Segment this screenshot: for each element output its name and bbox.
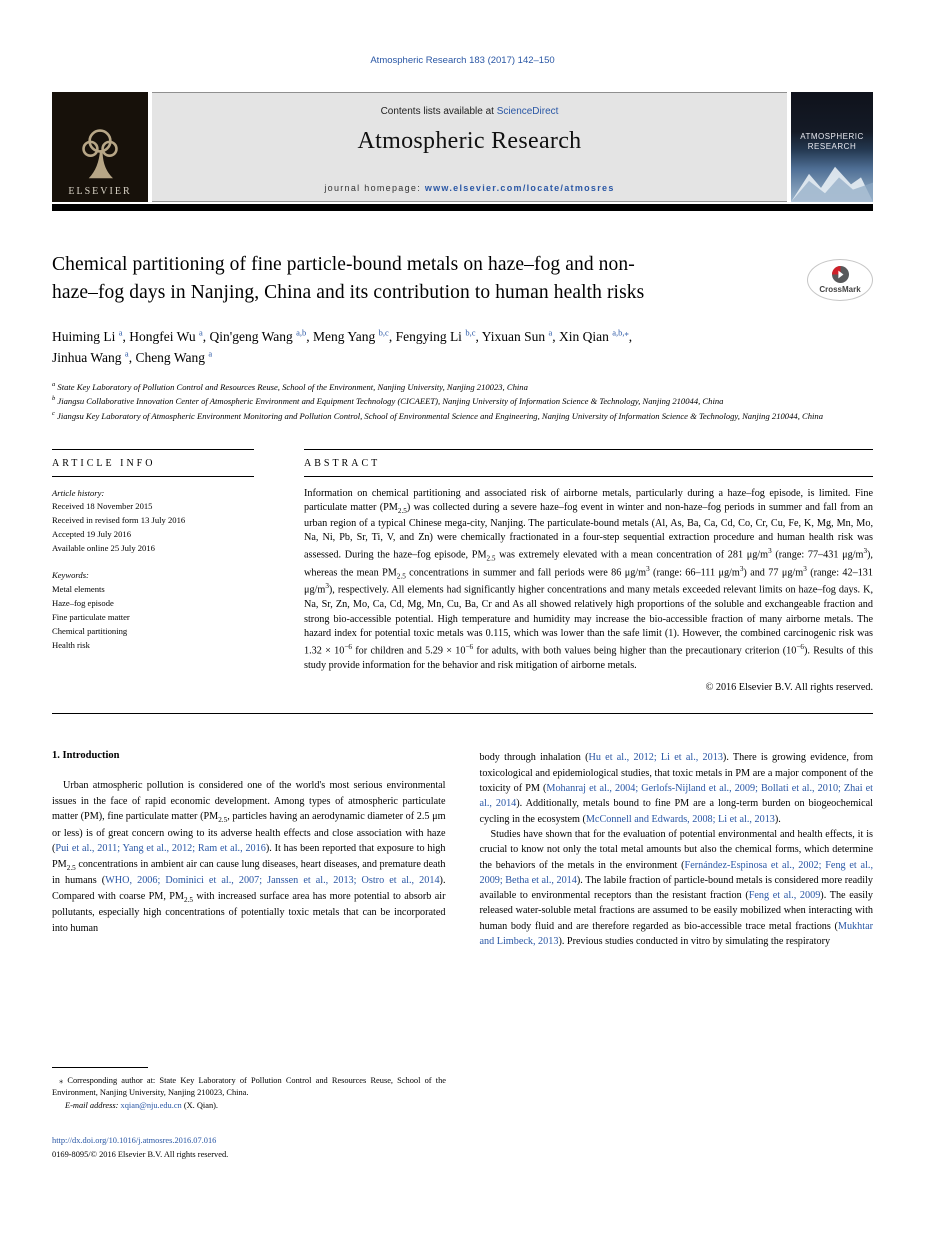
crossmark-icon: [832, 266, 849, 283]
elsevier-tree-icon: [74, 125, 126, 183]
introduction-paragraph: Urban atmospheric pollution is considered one of the world's most serious environmental issues in the face of rapid economic development. Among types of atmospheric particulate matter (PM), fine particulate matter ($PM_{2.5}$, particles having an aerodynamic diameter of 2.5 μm or less) is of great concern owing to its adverse health effects and close association with haze (Pui et al., 2011; Yang et al., 2012; Ram et al., 2016). It has been reported that exposure to high $PM_{2.5}$ concentrations in ambient air can cause lung diseases, heart diseases, and premature death in humans (WHO, 2006; Dominici et al., 2007; Janssen et al., 2013; Ostro et al., 2014). Compared with coarse PM, $PM_{2.5}$ with increased surface area has more potential to absorb air pollutants, especially high concentrations of potentially toxic metals that can be incorporated into human: [52, 780, 446, 934]
citation-link[interactable]: Hu et al., 2012; Li et al., 2013: [588, 752, 723, 764]
affiliation: $^a$ State Key Laboratory of Pollution Control and Resources Reuse, School of the Environment, Nanjing University, Nanjing 210023, China: [52, 381, 528, 393]
crossmark-label: CrossMark: [819, 285, 861, 294]
elsevier-logo[interactable]: [52, 92, 148, 202]
affiliation: $^b$ Jiangsu Collaborative Innovation Center of Atmospheric Environment and Equipment Technology (CICAEET), Nanjing University of Information Science & Technology, Nanjing 210044, China: [52, 395, 724, 407]
crossmark-badge[interactable]: [807, 259, 873, 301]
author-affiliation-ref[interactable]: b,c: [465, 327, 476, 338]
keyword-item: Haze–fog episode: [52, 597, 114, 608]
elsevier-wordmark: ELSEVIER: [68, 186, 132, 197]
author: Fengying Li $^{b,c}$,: [395, 327, 479, 344]
author-affiliation-ref[interactable]: b,c: [378, 327, 389, 338]
title-row: [52, 251, 873, 306]
author: Huiming Li $^a$,: [52, 327, 126, 344]
abstract-column: [304, 449, 873, 694]
contents-line: [152, 106, 787, 117]
email-line: [52, 1101, 446, 1110]
author-affiliation-ref[interactable]: a,b,⁎: [612, 327, 629, 338]
citation-link[interactable]: Fernández-Espinosa et al., 2002; Feng et al., 2009; Betha et al., 2014: [479, 859, 873, 886]
author: Jinhua Wang $^a$,: [52, 348, 133, 366]
author-affiliation-ref[interactable]: a: [124, 348, 129, 359]
journal-header-band: [52, 92, 873, 202]
history-item: Available online 25 July 2016: [52, 543, 155, 554]
article-info-abstract-section: [52, 449, 873, 694]
intro-left-column: [52, 750, 446, 949]
journal-homepage-link[interactable]: www.elsevier.com/locate/atmosres: [424, 183, 615, 193]
author: Yixuan Sun $^a$,: [481, 327, 556, 344]
corresponding-author-note: ⁎ Corresponding author at: State Key Laboratory of Pollution Control and Resources Reuse, School of the Environment, Nanjing University, Nanjing 210023, China.: [52, 1075, 446, 1098]
article-info-heading: ARTICLE INFO: [52, 450, 254, 477]
article-info-column: [52, 449, 254, 694]
history-item: Accepted 19 July 2016: [52, 529, 131, 540]
history-item: Received 18 November 2015: [52, 501, 153, 512]
article-history-label: Article history:: [52, 487, 105, 498]
citation-link[interactable]: Mukhtar and Limbeck, 2013: [479, 920, 873, 948]
keyword-item: Fine particulate matter: [52, 611, 130, 622]
history-item: Received in revised form 13 July 2016: [52, 515, 186, 526]
author-affiliation-ref[interactable]: a: [118, 327, 123, 338]
intro-right-column: [480, 750, 874, 949]
history-list: [52, 500, 254, 556]
email-suffix: (X. Qian).: [183, 1101, 219, 1111]
citation-link[interactable]: Pui et al., 2011; Yang et al., 2012; Ram et al., 2016: [55, 843, 266, 855]
author-affiliation-ref[interactable]: a: [208, 348, 213, 359]
journal-cover-thumbnail[interactable]: [791, 92, 873, 202]
cover-journal-title: ATMOSPHERIC RESEARCH: [800, 131, 864, 151]
header-divider-bar: [52, 204, 873, 211]
journal-citation-line: Atmospheric Research 183 (2017) 142–150: [370, 55, 555, 66]
author: Qin'geng Wang $^{a,b}$,: [209, 327, 310, 344]
doi-block: [52, 1134, 446, 1162]
introduction-heading: 1. Introduction: [52, 750, 120, 762]
abstract-text: Information on chemical partitioning and associated risk of airborne metals, particularly during a haze–fog episode, is limited. Fine particulate matter $(PM_{2.5})$ was collected during a severe haze–fog event in winter and non-haze–fog periods in summer and fall from an urban region of a typical Chinese mega-city, Nanjing. The particulate-bound metals (Al, As, Ba, Ca, Cd, Co, Cr, Cu, Fe, K, Mg, Mn, Mo, Na, Ni, Pb, Sr, Ti, V, and Zn) were chemically fractionated in a four-step sequential extraction procedure and human health risk was assessed. During the haze–fog episode, $PM_{2.5}$ was extremely elevated with a mean concentration of 281 $\mu g/m^3$ (range: 77–431 $\mu g/m^3$), whereas the mean $PM_{2.5}$ concentrations in summer and fall periods were 86 $\mu g/m^3$ (range: 66–111 $\mu g/m^3$) and 77 $\mu g/m^3$ (range: 42–131 $\mu g/m^3$), respectively. All elements had significantly higher concentrations and many metals exceeded relevant limits on haze–fog days. K, Na, Sr, Zn, Mo, Ca, Cd, Mg, Mn, Cu, Ba, Cr and As all showed relatively high proportions of the soluble and exchangeable fraction and strong bio-accessible potential. High temperature and humidity may increase the bio-accessible fraction of many airborne metals. The hazard index for potential toxic metals was 0.115, which was lower than the safe limit (1). However, the combined carcinogenic risk was $1.32 \times 10^{-6}$ for children and $5.29 \times 10^{-6}$ for adults, with both values being higher than the precautionary criterion $(10^{-6})$. Results of this study provide information for the behavior and risk mitigation of airborne metals.: [304, 487, 873, 671]
keywords-list: [52, 583, 254, 653]
homepage-line: [152, 183, 787, 193]
abstract-copyright: © 2016 Elsevier B.V. All rights reserved.: [705, 682, 873, 694]
introduction-paragraph: body through inhalation (Hu et al., 2012; Li et al., 2013). There is growing evidence, from toxicological and epidemiological studies, that toxic metals in PM are a major component of the toxicity of PM (Mohanraj et al., 2004; Gerlofs-Nijland et al., 2009; Bollati et al., 2010; Zhai et al., 2014). Additionally, metals bound to fine PM are a long-term burden on biogeochemical cycling in the ecosystem (McConnell and Edwards, 2008; Li et al., 2013).: [479, 752, 874, 825]
contents-prefix: Contents lists available at: [380, 106, 497, 117]
author: Xin Qian $^{a,b,⁎}$,: [559, 327, 633, 344]
author-affiliation-ref[interactable]: a: [548, 327, 553, 338]
citation-link[interactable]: Feng et al., 2009: [748, 890, 821, 902]
author: Hongfei Wu $^a$,: [129, 327, 207, 344]
doi-link[interactable]: http://dx.doi.org/10.1016/j.atmosres.2016.07.016: [52, 1136, 217, 1146]
footnote-divider-rule: [52, 1067, 148, 1068]
section-divider-rule: [52, 713, 873, 714]
sciencedirect-link[interactable]: ScienceDirect: [496, 106, 559, 117]
keywords-label: Keywords:: [52, 570, 89, 581]
affiliation: $^c$ Jiangsu Key Laboratory of Atmospheric Environment Monitoring and Pollution Control, School of Environmental Science and Engineering, Nanjing University of Information Science & Technology, Nanjing 210044, China: [52, 409, 824, 421]
author-affiliation-ref[interactable]: a,b: [296, 327, 307, 338]
journal-banner: [152, 92, 787, 202]
author: Meng Yang $^{b,c}$,: [313, 327, 393, 344]
introduction-paragraph: Studies have shown that for the evaluation of potential environmental and health effects, it is crucial to know not only the total metal amounts but also the chemical forms, which determine the behaviors of the metals in the environment (Fernández-Espinosa et al., 2002; Feng et al., 2009; Betha et al., 2014). The labile fraction of particle-bound metals is considered more readily available to environmental receptors than the resistant fraction (Feng et al., 2009). The easily released water-soluble metal fractions are assumed to be easily mobilized when interacting with human body fluid and are therefore regarded as bio-accessible trace metal fractions (Mukhtar and Limbeck, 2013). Previous studies conducted in vitro by simulating the respiratory: [479, 828, 873, 948]
citation-link[interactable]: Mohanraj et al., 2004; Gerlofs-Nijland et al., 2009; Bollati et al., 2010; Zhai et al., 2014: [479, 783, 874, 810]
email-label: E-mail address:: [65, 1101, 119, 1111]
citation-link[interactable]: WHO, 2006; Dominici et al., 2007; Janssen et al., 2013; Ostro et al., 2014: [105, 875, 440, 887]
abstract-heading: ABSTRACT: [304, 450, 873, 477]
affiliation-list: [52, 380, 873, 423]
issn-copyright-line: 0169-8095/© 2016 Elsevier B.V. All rights reserved.: [52, 1150, 229, 1160]
journal-title: Atmospheric Research: [357, 128, 582, 154]
citation-link[interactable]: McConnell and Edwards, 2008; Li et al., 2013: [585, 813, 775, 825]
keyword-item: Chemical partitioning: [52, 625, 128, 636]
keyword-item: Metal elements: [52, 583, 105, 594]
keyword-item: Health risk: [52, 639, 90, 650]
email-link[interactable]: xqian@nju.edu.cn: [120, 1101, 182, 1111]
author-list: [52, 326, 872, 369]
author: Cheng Wang $^a$: [135, 348, 213, 366]
cover-mountain-image: [791, 158, 873, 202]
homepage-label: journal homepage:: [324, 183, 425, 193]
article-title: Chemical partitioning of fine particle-bound metals on haze–fog and non-haze–fog days in Nanjing, China and its contribution to human health risks: [52, 254, 645, 303]
author-affiliation-ref[interactable]: a: [198, 327, 203, 338]
introduction-section: [52, 750, 873, 949]
page-footer-block: [52, 1067, 446, 1162]
